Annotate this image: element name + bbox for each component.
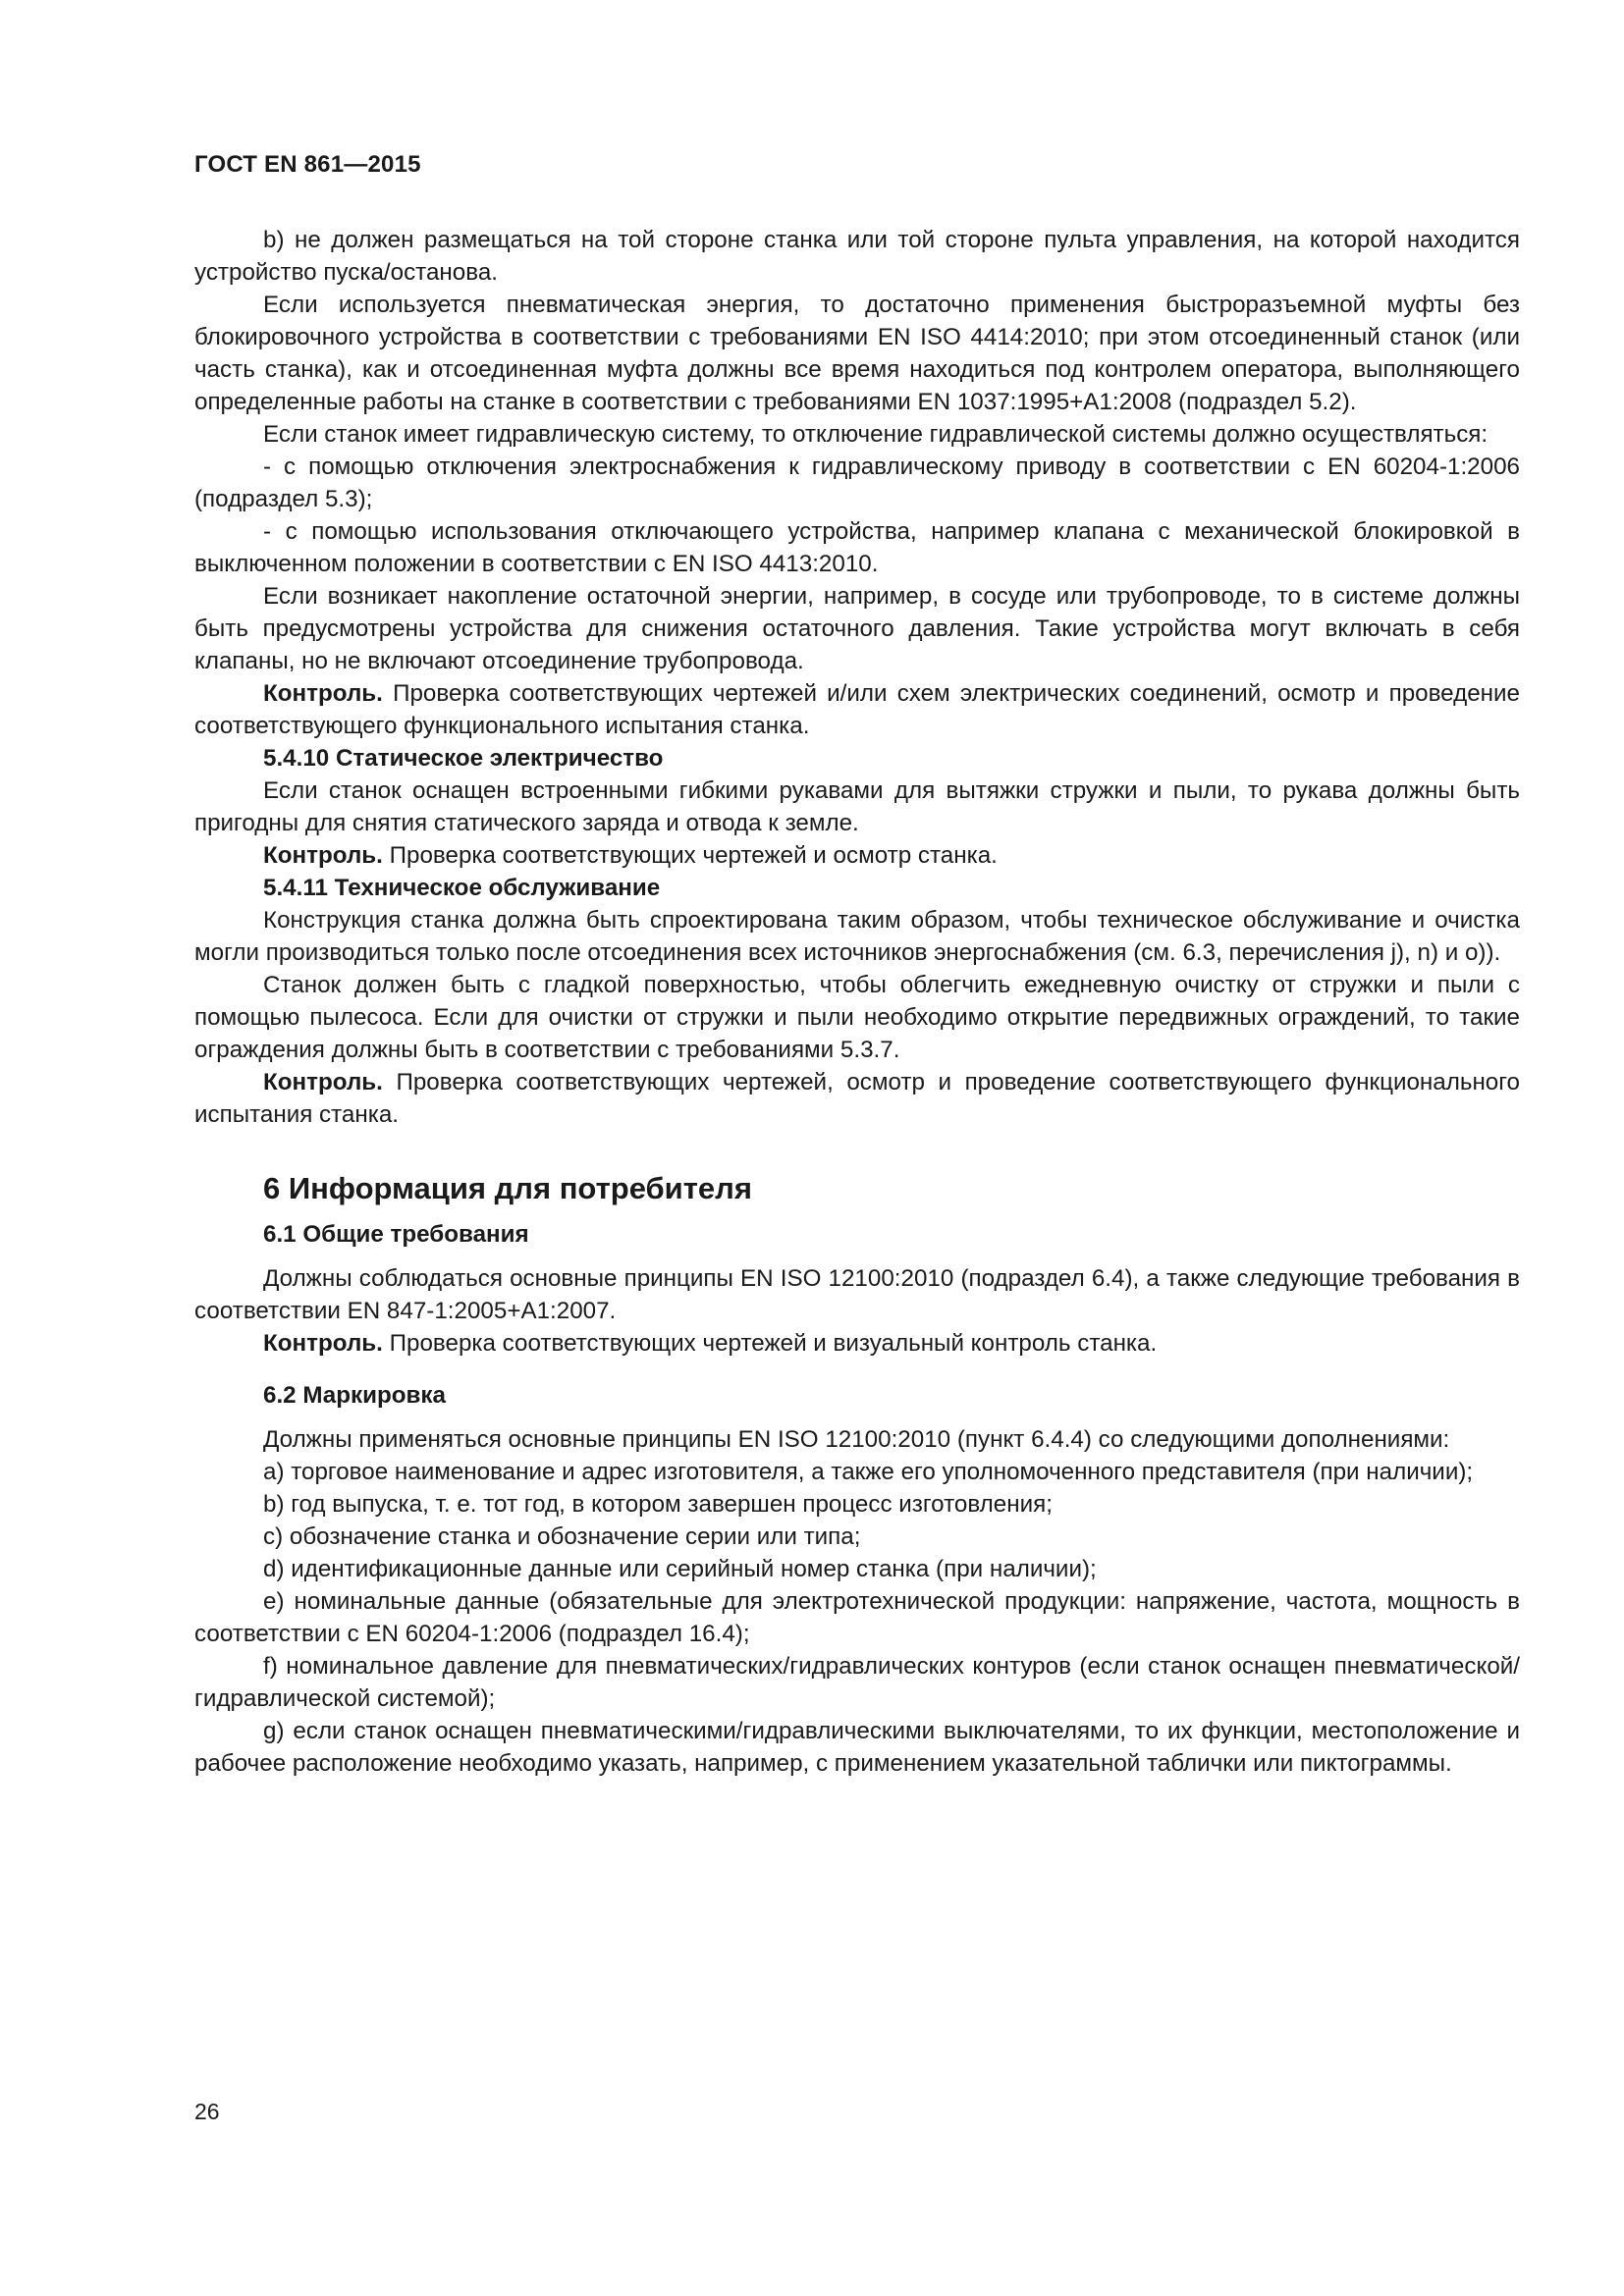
paragraph: Если возникает накопление остаточной энергии, например, в сосуде или трубопроводе, то в системе должны быть предусмотрены устройства для снижения остаточного давления. Такие устройства могут включать в себя клапаны, но не включают отсоединение трубопровода. [194,583,1520,674]
list-item: - с помощью отключения электроснабжения к гидравлическому приводу в соответствии с EN 60204-1:2006 (подраздел 5.3); [194,454,1520,512]
list-item: g) если станок оснащен пневматическими/гидравлическими выключателями, то их функции, местоположение и рабочее расположение необходимо указать, например, с применением указательной таблички или пиктограммы. [194,1718,1520,1777]
control-text: Проверка соответствующих чертежей и визуальный контроль станка. [382,1330,1158,1357]
paragraph: Конструкция станка должна быть спроектирована таким образом, чтобы техническое обслуживание и очистка могли производиться только после отсоединения всех источников энергоснабжения (см. 6.3, перечисления j), n) и o)). [194,907,1520,966]
list-item: d) идентификационные данные или серийный номер станка (при наличии); [263,1556,1097,1582]
control-label: Контроль. [263,680,383,707]
control-paragraph [194,839,1520,872]
list-item: - с помощью использования отключающего устройства, например клапана с механической блокировкой в выключенном положении в соответствии с EN ISO 4413:2010. [194,518,1520,577]
control-paragraph [194,677,1520,742]
list-item: a) торговое наименование и адрес изготовителя, а также его уполномоченного представителя (при наличии); [263,1459,1474,1485]
control-label: Контроль. [263,1069,383,1095]
list-item: c) обозначение станка и обозначение серии или типа; [263,1523,861,1550]
page-number: 26 [194,2099,220,2124]
document-body [194,224,1520,1780]
section-heading-5-4-11: 5.4.11 Техническое обслуживание [263,875,661,901]
list-item: b) год выпуска, т. е. тот год, в котором завершен процесс изготовления; [263,1491,1053,1518]
paragraph: Если станок оснащен встроенными гибкими рукавами для вытяжки стружки и пыли, то рукава должны быть пригодны для снятия статического заряда и отвода к земле. [194,777,1520,836]
section-heading-6-2: 6.2 Маркировка [263,1382,446,1409]
control-paragraph [194,1066,1520,1131]
section-heading-5-4-10: 5.4.10 Статическое электричество [263,745,664,772]
paragraph: Станок должен быть с гладкой поверхностью, чтобы облегчить ежедневную очистку от стружки и пыли с помощью пылесоса. Если для очистки от стружки и пыли необходимо открытие передвижных ограждений, то такие ограждения должны быть в соответствии с требованиями 5.3.7. [194,972,1520,1063]
section-heading-6: 6 Информация для потребителя [263,1171,752,1205]
list-item: e) номинальные данные (обязательные для электротехнической продукции: напряжение, частота, мощность в соответствии с EN 60204-1:2006 (подраздел 16.4); [194,1588,1520,1647]
paragraph: Должны применяться основные принципы EN ISO 12100:2010 (пункт 6.4.4) со следующими дополнениями: [263,1426,1450,1453]
paragraph: Если используется пневматическая энергия, то достаточно применения быстроразъемной муфты без блокировочного устройства в соответствии с требованиями EN ISO 4414:2010; при этом отсоединенный станок (или часть станка), как и отсоединенная муфта должны все время находиться под контролем оператора, выполняющего определенные работы на станке в соответствии с требованиями EN 1037:1995+A1:2008 (подраздел 5.2). [194,292,1520,415]
paragraph: b) не должен размещаться на той стороне станка или той стороне пульта управления, на которой находится устройство пуска/останова. [194,227,1520,286]
control-text: Проверка соответствующих чертежей и осмотр станка. [382,842,998,869]
control-paragraph [194,1327,1520,1360]
paragraph: Должны соблюдаться основные принципы EN ISO 12100:2010 (подраздел 6.4), а также следующие требования в соответствии EN 847-1:2005+A1:2007. [194,1265,1520,1324]
document-code-header: ГОСТ EN 861—2015 [194,151,421,178]
control-label: Контроль. [263,842,383,869]
section-heading-6-1: 6.1 Общие требования [263,1221,529,1248]
control-text: Проверка соответствующих чертежей, осмотр и проведение соответствующего функционального испытания станка. [194,1069,1520,1128]
control-text: Проверка соответствующих чертежей и/или схем электрических соединений, осмотр и проведение соответствующего функционального испытания станка. [194,680,1520,739]
list-item: f) номинальное давление для пневматических/гидравлических контуров (если станок оснащен пневматической/гидравлической системой); [194,1653,1520,1712]
control-label: Контроль. [263,1330,383,1357]
paragraph: Если станок имеет гидравлическую систему, то отключение гидравлической системы должно осуществляться: [263,421,1489,448]
